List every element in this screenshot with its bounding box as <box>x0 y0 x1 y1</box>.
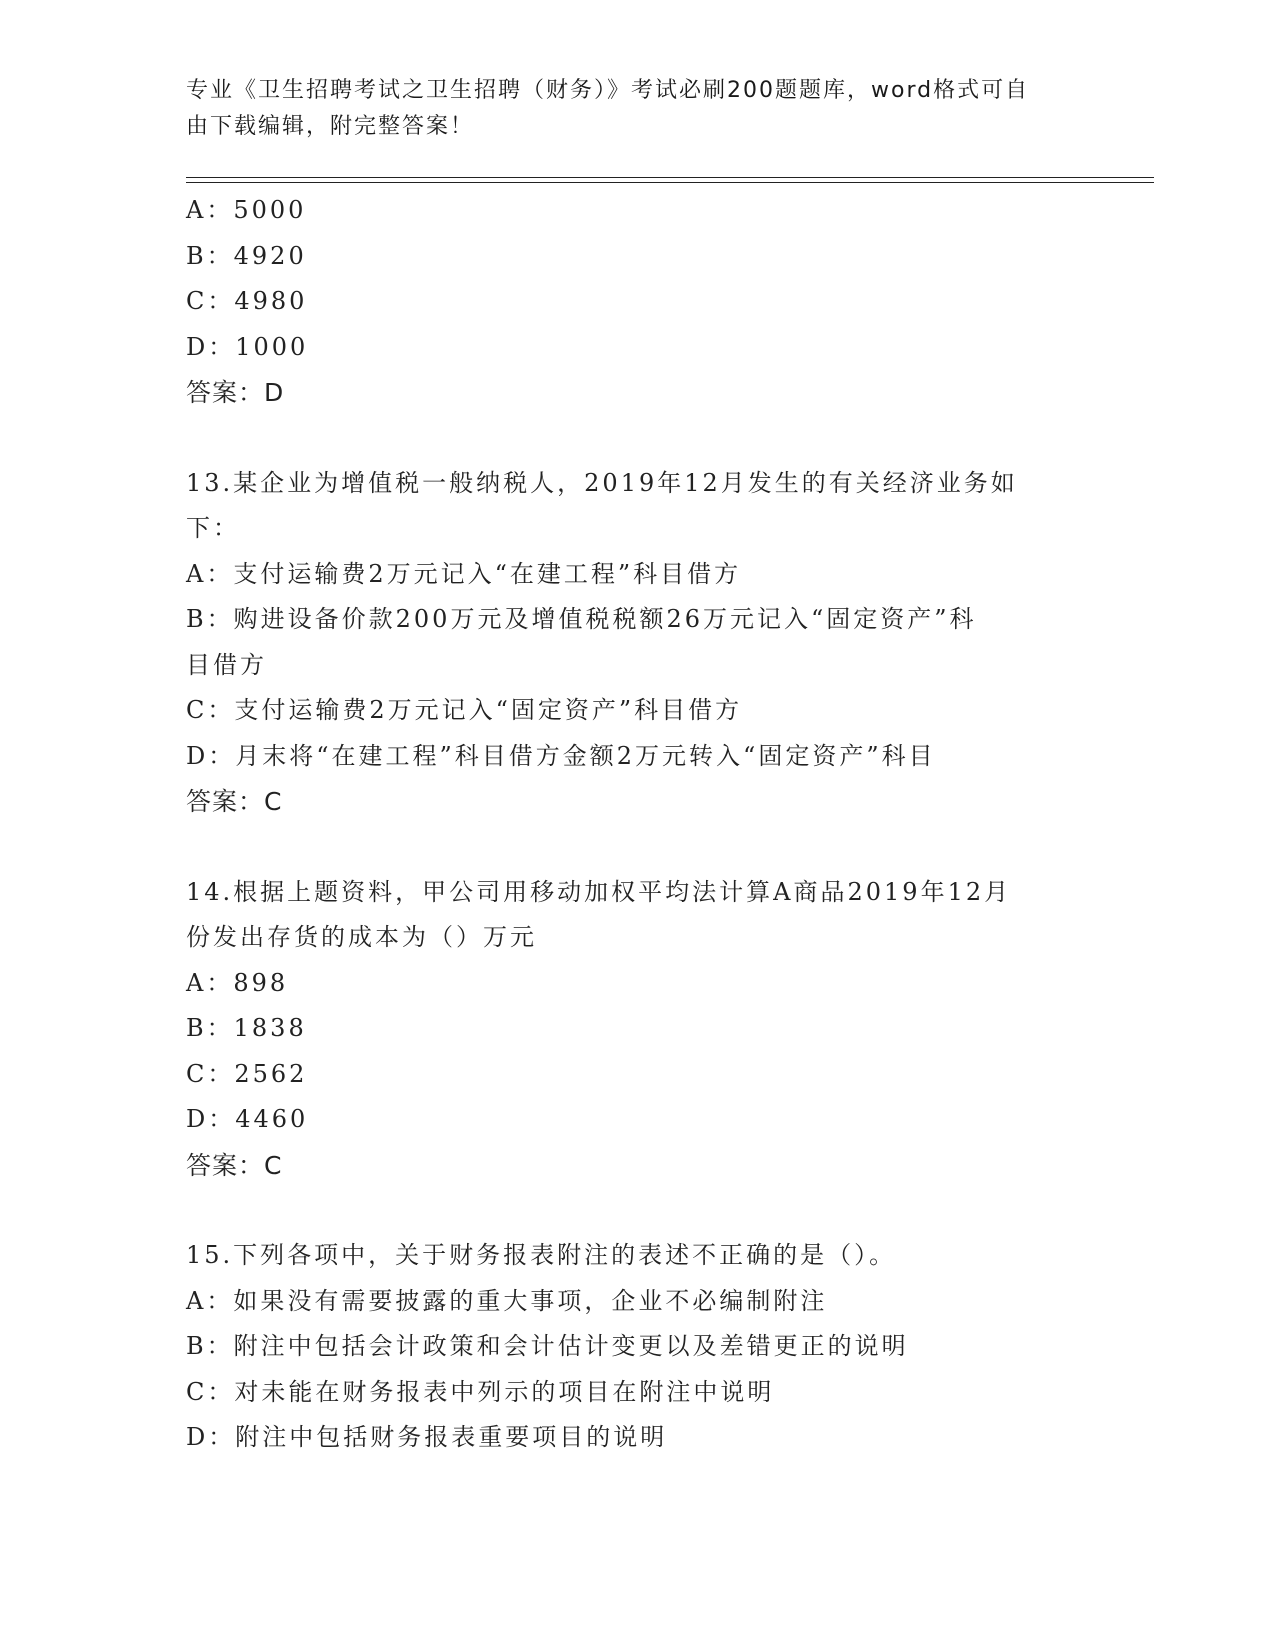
header-divider-top <box>186 177 1154 178</box>
answer-line: 答案：C <box>186 1150 283 1180</box>
spacer <box>186 416 1076 461</box>
question-13-block <box>186 461 1076 825</box>
question-stem-line: 13.某企业为增值税一般纳税人，2019年12月发生的有关经济业务如 <box>186 468 1018 497</box>
option-b: B：4920 <box>186 241 307 270</box>
option-d: D：附注中包括财务报表重要项目的说明 <box>186 1423 668 1451</box>
option-a: A：5000 <box>186 196 307 224</box>
question-12-block <box>186 188 1076 416</box>
option-b: B：购进设备价款200万元及增值税税额26万元记入“固定资产”科 <box>186 605 977 633</box>
option-d: D：1000 <box>186 332 309 361</box>
question-15-block <box>186 1233 1076 1461</box>
document-header <box>186 73 1066 145</box>
answer-line: 答案：D <box>186 378 285 407</box>
question-stem-line: 15.下列各项中，关于财务报表附注的表述不正确的是（）。 <box>186 1241 897 1269</box>
question-stem-line: 下： <box>186 514 240 542</box>
option-b: B：附注中包括会计政策和会计估计变更以及差错更正的说明 <box>186 1332 909 1360</box>
option-c: C：支付运输费2万元记入“固定资产”科目借方 <box>186 696 743 724</box>
option-d: D：月末将“在建工程”科目借方金额2万元转入“固定资产”科目 <box>186 741 936 770</box>
option-c: C：4980 <box>186 287 308 315</box>
option-b: B：1838 <box>186 1014 307 1042</box>
option-a: A：如果没有需要披露的重大事项，企业不必编制附注 <box>186 1286 828 1315</box>
answer-line: 答案：C <box>186 787 283 816</box>
question-stem-line: 14.根据上题资料，甲公司用移动加权平均法计算A商品2019年12月 <box>186 877 1012 906</box>
spacer <box>186 825 1076 870</box>
header-line-2: 由下载编辑，附完整答案！ <box>186 114 475 139</box>
option-c: C：2562 <box>186 1059 308 1088</box>
option-d: D：4460 <box>186 1105 309 1133</box>
option-b-continued: 目借方 <box>186 650 267 679</box>
header-divider-bottom <box>186 182 1154 183</box>
option-c: C：对未能在财务报表中列示的项目在附注中说明 <box>186 1377 775 1406</box>
spacer <box>186 1188 1076 1233</box>
question-stem-line: 份发出存货的成本为（）万元 <box>186 923 537 951</box>
document-body <box>186 188 1076 1461</box>
option-a: A：支付运输费2万元记入“在建工程”科目借方 <box>186 559 742 588</box>
header-line-1: 专业《卫生招聘考试之卫生招聘（财务）》考试必刷200题题库，word格式可自 <box>186 78 1030 103</box>
question-14-block <box>186 870 1076 1189</box>
option-a: A：898 <box>186 968 289 997</box>
